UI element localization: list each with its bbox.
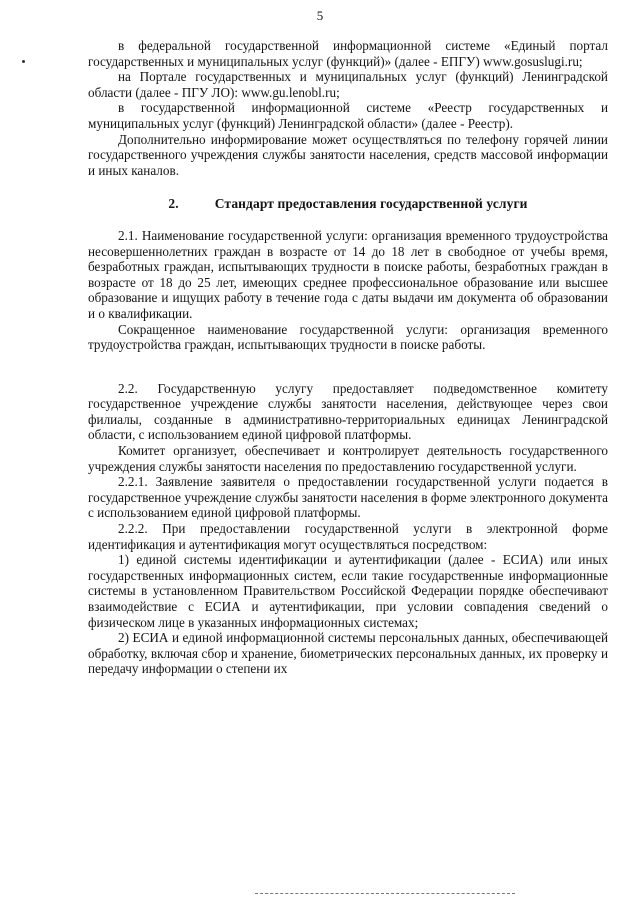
bottom-scan-rule bbox=[255, 893, 515, 894]
scan-speck bbox=[22, 60, 25, 63]
paragraph-2-2-2: 2.2.2. При предоставлении государственной услуги в электронной форме идентификация и аутентификация могут осуществляться посредством: bbox=[88, 521, 608, 552]
intro-paragraph-pgu: на Портале государственных и муниципальных услуг (функций) Ленинградской области (далее - ПГУ ЛО): www.gu.lenobl.ru; bbox=[88, 69, 608, 100]
intro-paragraph-registry: в государственной информационной системе «Реестр государственных и муниципальных услуг (функций) Ленинградской области» (далее - Реестр). bbox=[88, 100, 608, 131]
paragraph-2-2: 2.2. Государственную услугу предоставляет подведомственное комитету государственное учреждение службы занятости населения, действующее через свои филиалы, созданные в административно-территориальных единицах Ленинградской области, с использованием единой цифровой платформы. bbox=[88, 380, 608, 443]
list-item-2: 2) ЕСИА и единой информационной системы персональных данных, обеспечивающей обработку, включая сбор и хранение, биометрических персональных данных, их проверку и передачу информации о степени их bbox=[88, 630, 608, 677]
section-number: 2. bbox=[168, 196, 179, 212]
intro-paragraph-epgu: в федеральной государственной информационной системе «Единый портал государственных и муниципальных услуг (функций)» (далее - ЕПГУ) www.gosuslugi.ru; bbox=[88, 38, 608, 69]
paragraph-committee: Комитет организует, обеспечивает и контролирует деятельность государственного учреждения службы занятости населения по предоставлению государственной услуги. bbox=[88, 443, 608, 474]
list-item-1: 1) единой системы идентификации и аутентификации (далее - ЕСИА) или иных государственных информационных систем, если такие государственные информационные системы в установленном Правительством Российской Федерации порядке обеспечивают взаимодействие с ЕСИА и аутентификации, при условии совпадения сведений о физическом лице в указанных информационных системах; bbox=[88, 552, 608, 630]
paragraph-2-2-1: 2.2.1. Заявление заявителя о предоставлении государственной услуги подается в государственное учреждение службы занятости населения в форме электронного документа с использованием единой цифровой платформы. bbox=[88, 474, 608, 521]
page-number: 5 bbox=[316, 8, 324, 23]
paragraph-short-name: Сокращенное наименование государственной услуги: организация временного трудоустройства граждан, испытывающих трудности в поиске работы. bbox=[88, 321, 608, 353]
section-heading bbox=[88, 196, 608, 212]
spacer bbox=[88, 353, 608, 381]
paragraph-2-1: 2.1. Наименование государственной услуги: организация временного трудоустройства несовершеннолетних граждан в возрасте от 14 до 18 лет в свободное от учебы время, безработных граждан, испытывающих трудности в поиске работы, безработных граждан в возрасте от 18 до 25 лет, имеющих среднее профессиональное образование или высшее образование и ищущих работу в течение года с даты выдачи им документа об образовании и о квалификации. bbox=[88, 227, 608, 321]
section-title: Стандарт предоставления государственной услуги bbox=[214, 196, 528, 212]
document-body bbox=[88, 38, 608, 677]
intro-paragraph-hotline: Дополнительно информирование может осуществляться по телефону горячей линии государственного учреждения службы занятости населения, средств массовой информации и иных каналов. bbox=[88, 131, 608, 178]
